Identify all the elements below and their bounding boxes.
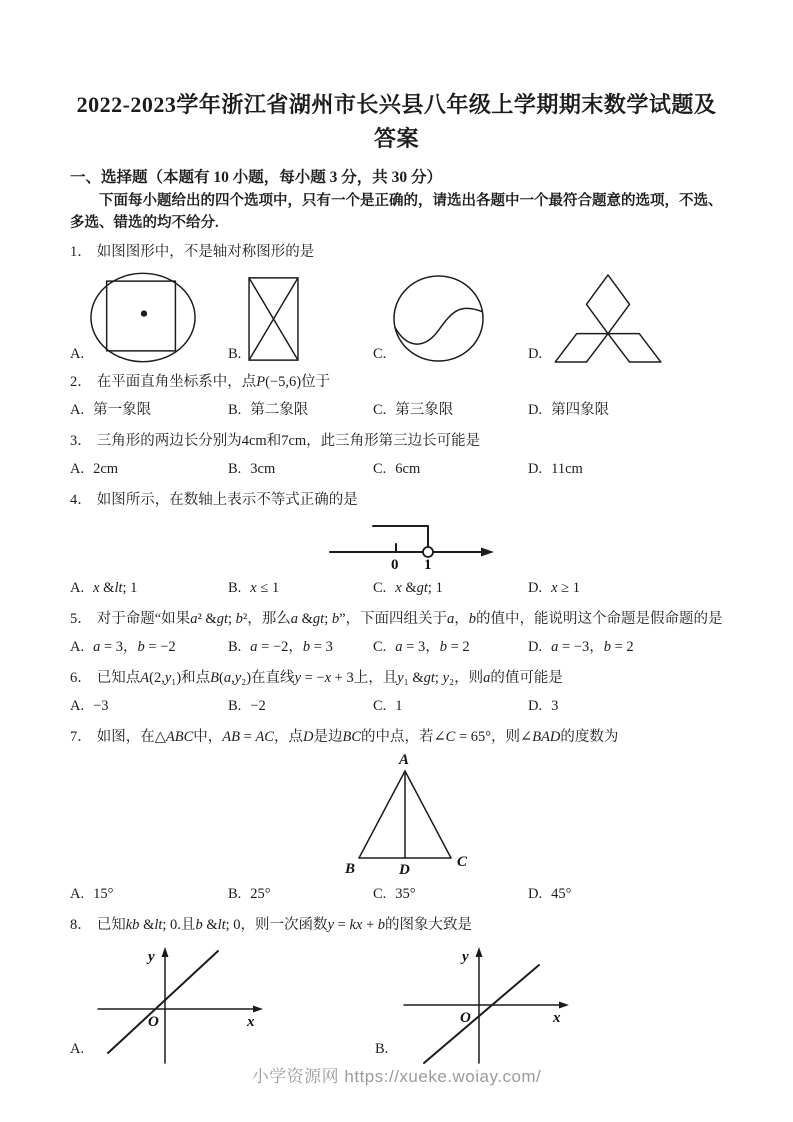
option-a: A. −3 <box>70 698 109 714</box>
tick-label-1: 1 <box>424 557 432 572</box>
option-letter: C. <box>373 346 387 362</box>
option-b: B. 25° <box>228 886 271 902</box>
option-b: B. 第二象限 <box>228 402 309 418</box>
option-a: A. x &lt; 1 <box>70 580 138 596</box>
question-3 <box>70 430 723 482</box>
option-d: D. a = −3，b = 2 <box>528 639 634 655</box>
origin-label: O <box>460 1010 472 1026</box>
question-stem: 2． 在平面直角坐标系中，点P(−5,6)位于 <box>70 374 331 390</box>
option-letter: D. <box>528 346 543 362</box>
question-number: 3． <box>70 433 92 449</box>
options-row <box>70 882 723 907</box>
question-8 <box>70 914 723 1067</box>
footer-watermark: 小学资源网 https://xueke.woiay.com/ <box>251 1067 542 1086</box>
options-row <box>70 635 723 660</box>
rectangle-diagonals-figure <box>245 274 302 364</box>
figure-option-c <box>373 273 528 364</box>
question-number: 8． <box>70 917 92 933</box>
y-axis-label: y <box>462 949 469 965</box>
x-axis-label: x <box>247 1014 255 1030</box>
option-b: B. x ≤ 1 <box>228 580 280 596</box>
question-number: 6． <box>70 670 92 686</box>
option-a: A. 15° <box>70 886 114 902</box>
option-d: D. 45° <box>528 886 572 902</box>
option-c: C. 第三象限 <box>373 402 454 418</box>
option-d: D. 第四象限 <box>528 402 610 418</box>
question-7 <box>70 726 723 907</box>
question-stem: 3． 三角形的两边长分别为4cm和7cm，此三角形第三边长可能是 <box>70 433 481 449</box>
isosceles-triangle-figure <box>335 751 475 878</box>
option-c: C. 1 <box>373 698 403 714</box>
origin-label: O <box>148 1014 159 1030</box>
option-letter: A. <box>70 1041 85 1057</box>
option-d: D. x ≥ 1 <box>528 580 581 596</box>
tick-label-0: 0 <box>391 557 399 572</box>
option-c: C. x &gt; 1 <box>373 580 443 596</box>
rhombus-parallelograms-figure <box>546 272 670 364</box>
line-graph-negative-intercept-figure <box>394 945 574 1067</box>
question-number: 5． <box>70 611 92 627</box>
y-axis-label: y <box>148 949 155 965</box>
figure-option-d <box>528 272 723 364</box>
option-d: D. 11cm <box>528 461 583 477</box>
question-number: 2． <box>70 374 92 390</box>
graphs-row <box>70 945 723 1067</box>
option-b: B. a = −2，b = 3 <box>228 639 333 655</box>
question-number: 4． <box>70 492 92 508</box>
triangle-figure-wrap <box>335 751 723 878</box>
line-graph-positive-intercept-figure <box>90 945 270 1067</box>
options-row <box>70 398 723 423</box>
vertex-label-a: A <box>399 752 410 768</box>
options-row <box>70 576 723 601</box>
option-letter: A. <box>70 346 85 362</box>
page-title: 2022-2023学年浙江省湖州市长兴县八年级上学期期末数学试题及答案 <box>76 92 717 151</box>
option-letter: B. <box>228 346 242 362</box>
circle-inscribed-square-figure <box>88 271 198 364</box>
question-stem: 1． 如图图形中，不是轴对称图形的是 <box>70 244 315 260</box>
option-c: C. 6cm <box>373 461 421 477</box>
options-row <box>70 694 723 719</box>
question-5 <box>70 608 723 660</box>
option-b: B. −2 <box>228 698 266 714</box>
number-line-figure-wrap <box>328 518 723 572</box>
graph-option-b <box>375 945 723 1067</box>
x-axis-label: x <box>553 1010 561 1026</box>
question-1-figures <box>70 271 723 364</box>
option-a: A. 第一象限 <box>70 402 152 418</box>
option-d: D. 3 <box>528 698 559 714</box>
option-a: A. 2cm <box>70 461 119 477</box>
question-4 <box>70 489 723 601</box>
question-number: 7． <box>70 729 92 745</box>
taiji-curve-figure <box>390 273 487 364</box>
options-row <box>70 457 723 482</box>
option-letter: B. <box>375 1041 389 1057</box>
intro-paragraph: 下面每小题给出的四个选项中，只有一个是正确的，请选出各题中一个最符合题意的选项，不选、多选、错选的均不给分. <box>70 193 723 231</box>
option-c: C. 35° <box>373 886 416 902</box>
option-c: C. a = 3，b = 2 <box>373 639 470 655</box>
question-1 <box>70 241 723 364</box>
section-heading: 一、选择题（本题有 10 小题，每小题 3 分，共 30 分） <box>70 169 443 186</box>
figure-option-a <box>70 271 228 364</box>
question-6 <box>70 667 723 719</box>
question-stem: 7． 如图，在△ABC中，AB = AC，点D是边BC的中点，若∠C = 65°，则∠BAD的度数为 <box>70 729 619 745</box>
question-stem: 8． 已知kb &lt; 0.且b &lt; 0，则一次函数y = kx + b的图象大致是 <box>70 917 472 933</box>
option-b: B. 3cm <box>228 461 276 477</box>
option-a: A. a = 3，b = −2 <box>70 639 176 655</box>
question-stem: 5． 对于命题“如果a² &gt; b²，那么a &gt; b”，下面四组关于a，b的值中，能说明这个命题是假命题的是 <box>70 611 723 627</box>
figure-option-b <box>228 274 373 364</box>
question-number: 1． <box>70 244 92 260</box>
question-stem: 4． 如图所示，在数轴上表示不等式正确的是 <box>70 492 358 508</box>
vertex-label-d: D <box>399 862 410 878</box>
vertex-label-b: B <box>345 861 356 877</box>
question-2 <box>70 371 723 423</box>
number-line-figure <box>328 518 503 572</box>
question-stem: 6． 已知点A(2,y₁)和点B(a,y₂)在直线y = −x + 3上，且y₁ &gt; y₂，则a的值可能是 <box>70 670 563 686</box>
vertex-label-c: C <box>457 854 468 870</box>
graph-option-a <box>70 945 375 1067</box>
